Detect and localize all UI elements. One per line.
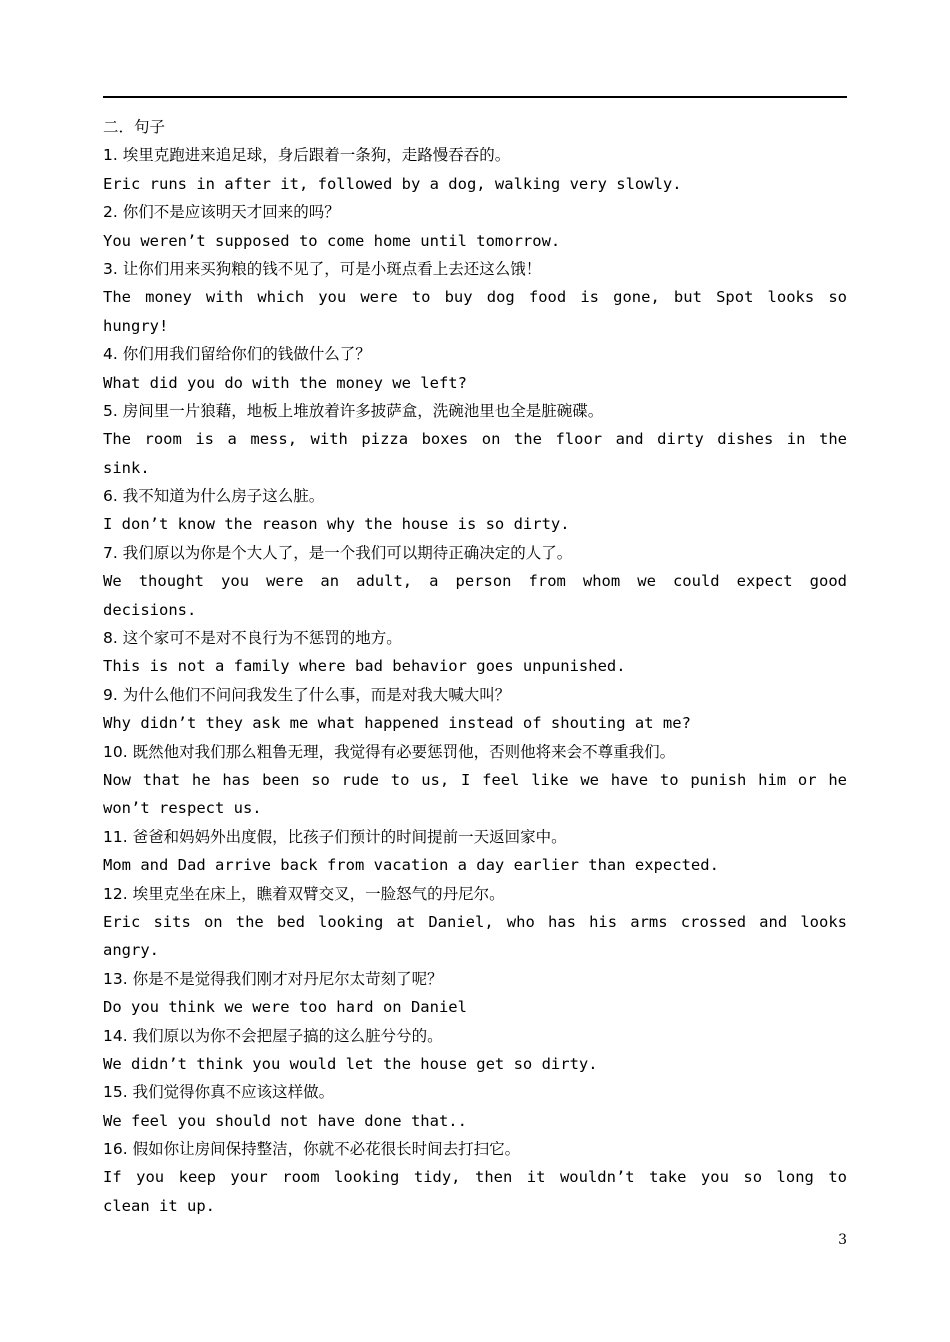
- sentence-item: [103, 340, 847, 397]
- chinese-sentence: 12. 埃里克坐在床上，瞧着双臂交叉，一脸怒气的丹尼尔。: [103, 884, 505, 903]
- chinese-sentence: 13. 你是不是觉得我们刚才对丹尼尔太苛刻了呢？: [103, 969, 443, 988]
- header-rule: [103, 96, 847, 98]
- english-translation: Mom and Dad arrive back from vacation a day earlier than expected.: [103, 856, 719, 875]
- english-translation: Do you think we were too hard on Daniel: [103, 998, 467, 1017]
- english-translation: Now that he has been so rude to us, I feel like we have to punish him or he: [103, 770, 847, 789]
- english-translation: decisions.: [103, 600, 197, 619]
- english-translation: Eric runs in after it, followed by a dog, walking very slowly.: [103, 174, 682, 193]
- chinese-sentence: 8. 这个家可不是对不良行为不惩罚的地方。: [103, 629, 402, 648]
- sentence-item: [103, 681, 847, 738]
- sentence-item: [103, 255, 847, 340]
- english-translation: We didn’t think you would let the house get so dirty.: [103, 1054, 598, 1073]
- chinese-sentence: 6. 我不知道为什么房子这么脏。: [103, 487, 325, 506]
- sentence-item: [103, 1078, 847, 1135]
- sentence-item: [103, 539, 847, 624]
- sentence-item: [103, 624, 847, 681]
- english-translation: Eric sits on the bed looking at Daniel, who has his arms crossed and looks: [103, 912, 847, 931]
- sentence-item: [103, 1022, 847, 1079]
- sentence-item: [103, 1135, 847, 1220]
- chinese-sentence: 1. 埃里克跑进来追足球，身后跟着一条狗，走路慢吞吞的。: [103, 146, 511, 165]
- english-translation: I don’t know the reason why the house is so dirty.: [103, 515, 570, 534]
- chinese-sentence: 9. 为什么他们不问问我发生了什么事，而是对我大喊大叫？: [103, 685, 511, 704]
- sentence-item: [103, 141, 847, 198]
- sentence-item: [103, 880, 847, 965]
- english-translation: sink.: [103, 458, 150, 477]
- english-translation: We feel you should not have done that..: [103, 1111, 467, 1130]
- chinese-sentence: 10. 既然他对我们那么粗鲁无理，我觉得有必要惩罚他，否则他将来会不尊重我们。: [103, 742, 676, 761]
- document-body: [103, 113, 847, 1220]
- page-number: 3: [838, 1232, 847, 1248]
- sentence-item: [103, 738, 847, 823]
- sentence-item: [103, 198, 847, 255]
- sentence-item: [103, 823, 847, 880]
- sentence-item: [103, 397, 847, 482]
- english-translation: won’t respect us.: [103, 799, 262, 818]
- english-translation: We thought you were an adult, a person from whom we could expect good: [103, 572, 847, 591]
- chinese-sentence: 16. 假如你让房间保持整洁，你就不必花很长时间去打扫它。: [103, 1140, 521, 1159]
- english-translation: You weren’t supposed to come home until tomorrow.: [103, 231, 561, 250]
- section-heading: 二．句子: [103, 118, 166, 136]
- chinese-sentence: 4. 你们用我们留给你们的钱做什么了？: [103, 345, 371, 364]
- chinese-sentence: 14. 我们原以为你不会把屋子搞的这么脏兮兮的。: [103, 1026, 443, 1045]
- english-translation: hungry!: [103, 316, 169, 335]
- english-translation: If you keep your room looking tidy, then it wouldn’t take you so long to: [103, 1168, 847, 1187]
- sentence-item: [103, 482, 847, 539]
- chinese-sentence: 2. 你们不是应该明天才回来的吗？: [103, 203, 340, 222]
- chinese-sentence: 11. 爸爸和妈妈外出度假，比孩子们预计的时间提前一天返回家中。: [103, 827, 567, 846]
- english-translation: What did you do with the money we left?: [103, 373, 467, 392]
- english-translation: The money with which you were to buy dog food is gone, but Spot looks so: [103, 288, 847, 307]
- chinese-sentence: 5. 房间里一片狼藉，地板上堆放着许多披萨盒，洗碗池里也全是脏碗碟。: [103, 401, 604, 420]
- english-translation: Why didn’t they ask me what happened instead of shouting at me?: [103, 714, 691, 733]
- sentence-list: [103, 141, 847, 1220]
- chinese-sentence: 7. 我们原以为你是个大人了，是一个我们可以期待正确决定的人了。: [103, 543, 573, 562]
- chinese-sentence: 3. 让你们用来买狗粮的钱不见了，可是小斑点看上去还这么饿！: [103, 259, 542, 278]
- chinese-sentence: 15. 我们觉得你真不应该这样做。: [103, 1083, 335, 1102]
- sentence-item: [103, 965, 847, 1022]
- english-translation: angry.: [103, 941, 159, 960]
- english-translation: This is not a family where bad behavior goes unpunished.: [103, 657, 626, 676]
- english-translation: The room is a mess, with pizza boxes on the floor and dirty dishes in the: [103, 430, 847, 449]
- english-translation: clean it up.: [103, 1196, 215, 1215]
